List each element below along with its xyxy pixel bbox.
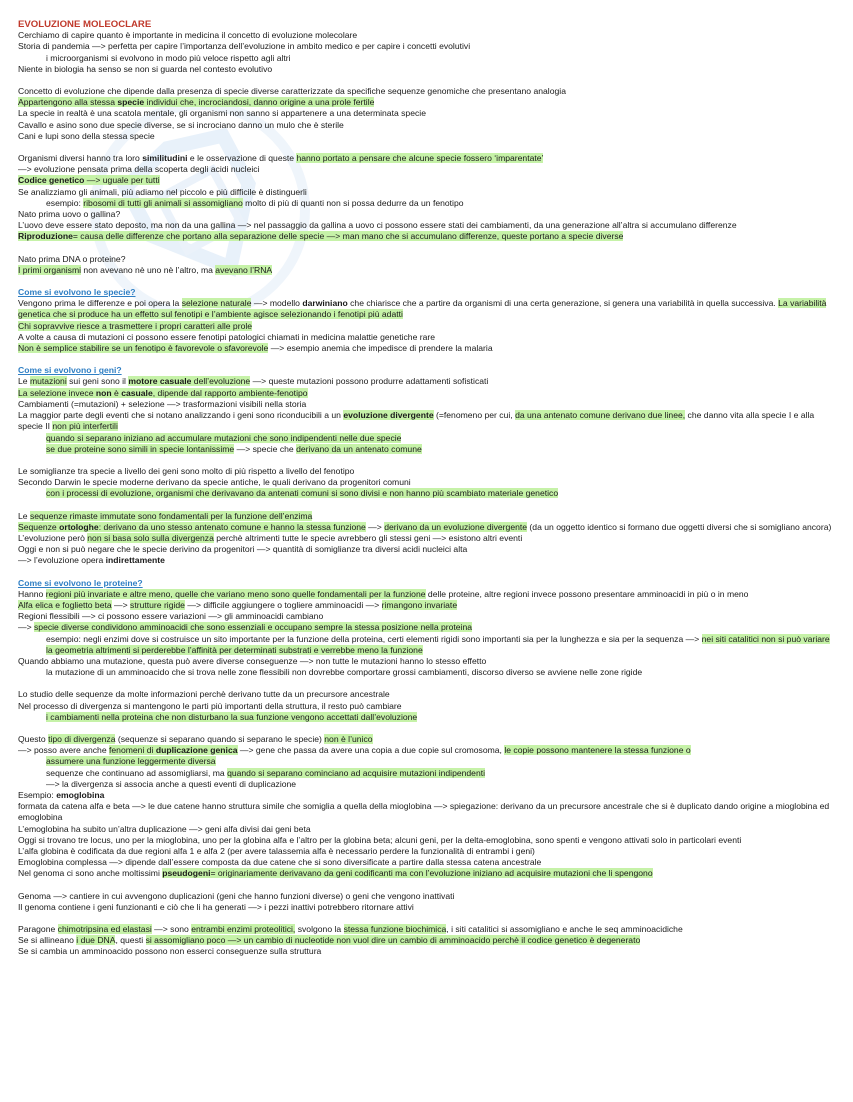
highlighted-text: mutazioni xyxy=(29,376,67,387)
highlighted-text: Non è semplice stabilire se un fenotipo è favorevole o sfavorevole xyxy=(18,343,269,354)
blank-line xyxy=(18,142,833,153)
highlighted-text: quando si separano iniziano ad accumulare mutazioni che sono indipendenti nelle due specie xyxy=(46,432,402,443)
text-line xyxy=(18,634,833,656)
text-line xyxy=(18,734,833,745)
text-run: Questo xyxy=(18,733,49,744)
text-line xyxy=(18,589,833,600)
text-run: Esempio: xyxy=(18,789,57,800)
text-line xyxy=(18,935,833,946)
highlighted-text: quando si separano cominciano ad acquisire mutazioni indipendenti xyxy=(227,767,486,778)
text-run: delle proteine, altre regioni invece possono presentare amminoacidi in più o in meno xyxy=(425,588,749,599)
text-run: Niente in biologia ha senso se non si guarda nel contesto evolutivo xyxy=(18,63,273,74)
text-line xyxy=(18,712,833,723)
highlighted-text: duplicazione genica xyxy=(155,745,238,756)
highlighted-text: Codice genetico xyxy=(18,175,85,186)
text-line xyxy=(18,444,833,455)
highlighted-text: Riproduzione xyxy=(18,231,73,242)
text-line xyxy=(18,835,833,846)
text-line xyxy=(18,231,833,242)
highlighted-text: I primi organismi xyxy=(18,264,82,275)
text-line xyxy=(18,332,833,343)
highlighted-text: i cambiamenti nella proteina che non disturbano la sua funzione vengono accettati dall’evoluzione xyxy=(46,711,418,722)
text-run: L’emoglobina ha subito un’altra duplicazione —> geni alfa divisi dai geni beta xyxy=(18,823,311,834)
text-run: Se si allineano xyxy=(18,935,77,946)
text-line xyxy=(18,779,833,790)
highlighted-text: ribosomi di tutti gli animali si assomigliano xyxy=(83,197,243,208)
text-run: sui geni sono il xyxy=(66,376,129,387)
text-run: Secondo Darwin le specie moderne derivano da specie antiche, le quali derivano da progenitori comuni xyxy=(18,477,411,488)
highlighted-text: tipo di divergenza xyxy=(48,733,116,744)
text-run: Organismi diversi hanno tra loro xyxy=(18,153,143,164)
section-heading xyxy=(18,287,833,298)
highlighted-text: da una antenato comune derivano due linee, xyxy=(515,410,686,421)
text-run: Storia di pandemia —> perfetta per capire l’importanza dell’evoluzione in ambito medico e per capire i concetti evolutivi xyxy=(18,41,471,52)
text-line xyxy=(18,175,833,186)
highlighted-text: le copie possono mantenere la stessa funzione o xyxy=(504,745,691,756)
highlighted-text: , dipende dal rapporto ambiente-fenotipo xyxy=(152,387,308,398)
text-line xyxy=(18,265,833,276)
text-run: Nato prima uovo o gallina? xyxy=(18,209,121,220)
text-run: formata da catena alfa e beta —> le due catene hanno struttura simile che somiglia a quella della mioglobina —> spiegazione: derivano da un precursore ancestrale che si è duplicato dando origine a mioglobina ed emoglobina xyxy=(18,801,830,823)
text-line xyxy=(18,376,833,387)
highlighted-text: fenomeni di xyxy=(109,745,156,756)
text-line xyxy=(18,97,833,108)
document-body xyxy=(18,19,833,958)
text-line xyxy=(18,86,833,97)
text-line xyxy=(18,544,833,555)
text-run: —> gene che passa da avere una copia a due copie sul cromosoma, xyxy=(237,745,505,756)
text-line xyxy=(18,689,833,700)
text-line xyxy=(18,756,833,767)
highlighted-text: nei siti catalitici non si può variare la geometria altrimenti si perderebbe l’affinità per determinati substrati e verrebbe meno la funzione xyxy=(46,633,830,655)
text-run: Emoglobina complessa —> dipende dall’essere composta da due catene che si sono diversificate a partire dalla stessa catena ancestrale xyxy=(18,857,542,868)
highlighted-text: si assomigliano poco —> un cambio di nucleotide non vuol dire un cambio di amminoacido perchè il codice genetico è degenerato xyxy=(145,935,641,946)
text-run: Lo studio delle sequenze da molte informazioni perchè derivano tutte da un precursore ancestrale xyxy=(18,689,390,700)
highlighted-text: non è l’unico xyxy=(324,733,373,744)
text-line xyxy=(18,511,833,522)
highlighted-text: casuale xyxy=(121,387,153,398)
highlighted-text: chimotripsina ed elastasi xyxy=(57,924,152,935)
highlighted-text: specie diverse condividono amminoacidi che sono essenziali e occupano sempre la stessa posizione nella proteina xyxy=(34,622,473,633)
text-line xyxy=(18,891,833,902)
text-run: —> posso avere anche xyxy=(18,745,110,756)
text-line xyxy=(18,153,833,164)
blank-line xyxy=(18,723,833,734)
text-run: molto di più di quanti non si possa dedurre da un fenotipo xyxy=(242,197,464,208)
highlighted-text: Appartengono alla stessa xyxy=(18,97,118,108)
section-heading xyxy=(18,365,833,376)
text-line xyxy=(18,198,833,209)
text-run: Hanno xyxy=(18,588,46,599)
text-run: —> l’evoluzione opera xyxy=(18,555,106,566)
text-run: —> xyxy=(18,622,34,633)
text-line xyxy=(18,30,833,41)
text-run: Quando abbiamo una mutazione, questa può avere diverse conseguenze —> non tutte le mutazioni hanno lo stesso effetto xyxy=(18,655,487,666)
text-line xyxy=(18,466,833,477)
text-line xyxy=(18,857,833,868)
highlighted-text: evoluzione divergente xyxy=(343,410,434,421)
highlighted-text: stessa funzione biochimica xyxy=(343,924,447,935)
highlighted-text: i due DNA xyxy=(76,935,116,946)
highlighted-text: Chi sopravvive riesce a trasmettere i propri caratteri alle prole xyxy=(18,320,253,331)
highlighted-text: = causa delle differenze che portano alla separazione delle specie —> man mano che si accumulano differenze, queste portano a specie diverse xyxy=(72,231,624,242)
highlighted-text: con i processi di evoluzione, organismi che derivavano da antenati comuni si sono divisi e non hanno più scambiato materiale genetico xyxy=(46,488,559,499)
text-run: esempio: xyxy=(46,197,84,208)
text-run: —> specie che xyxy=(234,443,297,454)
text-line xyxy=(18,298,833,320)
highlighted-text: = originariamente derivavano da geni codificanti ma con l’evoluzione iniziano ad acquisire mutazioni che li spengono xyxy=(210,868,653,879)
highlighted-text: selezione naturale xyxy=(181,298,252,309)
text-run: Vengono prima le differenze e poi opera la xyxy=(18,298,182,309)
highlighted-text: motore casuale xyxy=(128,376,192,387)
highlighted-text: —> uguale per tutti xyxy=(84,175,160,186)
text-line xyxy=(18,343,833,354)
text-line xyxy=(18,600,833,611)
text-run: La maggior parte degli eventi che si notano analizzando i geni sono riconducibili a un xyxy=(18,410,344,421)
text-run: Le somiglianze tra specie a livello dei geni sono molto di più rispetto a livello del fenotipo xyxy=(18,465,355,476)
text-line xyxy=(18,824,833,835)
text-run: Regioni flessibili —> ci possono essere variazioni —> gli amminoacidi cambiano xyxy=(18,611,324,622)
text-line xyxy=(18,622,833,633)
text-line xyxy=(18,902,833,913)
text-line xyxy=(18,533,833,544)
text-run: —> difficile aggiungere o togliere amminoacidi —> xyxy=(184,599,382,610)
highlighted-text: La selezione invece xyxy=(18,387,96,398)
text-run: i microorganismi si evolvono in modo più veloce rispetto agli altri xyxy=(46,52,291,63)
text-run: Il genoma contiene i geni funzionanti e ciò che li ha generati —> i pezzi inattivi potrebbero ritornare attivi xyxy=(18,901,414,912)
blank-line xyxy=(18,75,833,86)
highlighted-text: derivano da un antenato comune xyxy=(296,443,422,454)
highlighted-text: hanno portato a pensare che alcune specie fossero ‘imparentate’ xyxy=(296,153,544,164)
text-run: —> queste mutazioni possono produrre adattamenti sofisticati xyxy=(250,376,489,387)
text-line xyxy=(18,745,833,756)
text-run: Cambiamenti (=mutazioni) + selezione —> trasformazioni visibili nella storia xyxy=(18,398,307,409)
text-line xyxy=(18,611,833,622)
text-line xyxy=(18,801,833,823)
highlighted-text: Sequenze xyxy=(18,521,60,532)
text-run: La specie in realtà è una scatola mentale, gli organismi non sanno si appartenere a una determinata specie xyxy=(18,108,426,119)
highlighted-text: non più interfertili xyxy=(52,421,118,432)
text-run: non avevano nè uno nè l’altro, ma xyxy=(81,264,216,275)
blank-line xyxy=(18,243,833,254)
text-run: Come si evolvono le proteine? xyxy=(18,577,143,588)
text-run: —> xyxy=(111,599,131,610)
highlighted-text: individui che, incrociandosi, danno origine a una prole fertile xyxy=(144,97,375,108)
text-line xyxy=(18,433,833,444)
text-run: L’evoluzione però xyxy=(18,532,88,543)
text-run: che chiarisce che a partire da organismi di una certa generazione, si genera una variabilità in quella successiva. xyxy=(347,298,779,309)
highlighted-text: La variabilità genetica che si produce ha un effetto sul fenotipi e l’ambiente agisce selezionando i fenotipi più adatti xyxy=(18,298,827,320)
text-line xyxy=(18,399,833,410)
text-run: EVOLUZIONE MOLEOCLARE xyxy=(18,19,152,30)
text-line xyxy=(18,946,833,957)
highlighted-text: assumere una funzione leggermente diversa xyxy=(46,756,216,767)
text-run: similitudini xyxy=(142,153,188,164)
text-line xyxy=(18,388,833,399)
text-run: Cani e lupi sono della stessa specie xyxy=(18,130,155,141)
text-run: Genoma —> cantiere in cui avvengono duplicazioni (geni che hanno funzioni diverse) o geni che vengono inattivati xyxy=(18,890,455,901)
blank-line xyxy=(18,913,833,924)
text-run: emoglobina xyxy=(56,789,105,800)
text-line xyxy=(18,410,833,432)
text-line xyxy=(18,108,833,119)
text-run: la mutazione di un amminoacido che si trova nelle zone flessibili non dovrebbe comportare grossi cambiamenti, discorso diverso se avviene nelle zone rigide xyxy=(46,667,643,678)
text-run: Paragone xyxy=(18,924,58,935)
text-run: —> evoluzione pensata prima della scoperta degli acidi nucleici xyxy=(18,164,260,175)
text-line xyxy=(18,187,833,198)
text-run: Cavallo e asino sono due specie diverse, se si incrociano danno un mulo che è sterile xyxy=(18,119,344,130)
text-run: —> xyxy=(365,521,385,532)
highlighted-text: è xyxy=(111,387,122,398)
text-line xyxy=(18,164,833,175)
text-line xyxy=(18,209,833,220)
highlighted-text: dell’evoluzione xyxy=(191,376,251,387)
text-run: Nel processo di divergenza si mantengono le parti più importanti della struttura, il resto può cambiare xyxy=(18,700,402,711)
document-title xyxy=(18,19,833,30)
text-line xyxy=(18,254,833,265)
blank-line xyxy=(18,567,833,578)
text-run: Come si evolvono le specie? xyxy=(18,287,136,298)
text-run: (=fenomeno per cui, xyxy=(433,410,516,421)
text-run: Le xyxy=(18,510,30,521)
text-line xyxy=(18,477,833,488)
text-run: sequenze che continuano ad assomigliarsi, ma xyxy=(46,767,228,778)
section-heading xyxy=(18,578,833,589)
text-run: L’uovo deve essere stato deposto, ma non da una gallina —> nel passaggio da gallina a uovo ci possono essere stati dei cambiamenti, da una generazione all’altra si accumulano differenze xyxy=(18,220,737,231)
highlighted-text: regioni più invariate e altre meno, quelle che variano meno sono quelle fondamentali per la funzione xyxy=(45,588,426,599)
text-run: Se si cambia un amminoacido possono non esserci conseguenze sulla struttura xyxy=(18,946,322,957)
highlighted-text: non si basa solo sulla divergenza xyxy=(87,532,214,543)
text-run: (sequenze si separano quando si separano le specie) xyxy=(115,733,325,744)
text-run: Se analizziamo gli animali, più adiamo nel piccolo e più difficile è distinguerli xyxy=(18,186,307,197)
highlighted-text: specie xyxy=(117,97,145,108)
highlighted-text: non xyxy=(95,387,112,398)
text-line xyxy=(18,555,833,566)
text-run: esempio: negli enzimi dove si costruisce un sito importante per la funzione della proteina, certi elementi rigidi sono importanti sia per la lunghezza e sia per la sequenza —> xyxy=(46,633,702,644)
text-line xyxy=(18,790,833,801)
text-run: A volte a causa di mutazioni ci possono essere fenotipi patologici chiamati in medicina malattie genetiche rare xyxy=(18,331,436,342)
text-line xyxy=(18,656,833,667)
text-line xyxy=(18,53,833,64)
text-line xyxy=(18,522,833,533)
blank-line xyxy=(18,354,833,365)
blank-line xyxy=(18,880,833,891)
text-run: —> modello xyxy=(251,298,303,309)
text-line xyxy=(18,321,833,332)
text-run: L’alfa globina è codificata da due regioni alfa 1 e alfa 2 (per avere talassemia alfa è necessario perdere la funzionalità di entrambi i geni) xyxy=(18,846,535,856)
text-line xyxy=(18,667,833,678)
text-run: —> la divergenza si associa anche a questi eventi di duplicazione xyxy=(46,778,297,789)
text-run: Come si evolvono i geni? xyxy=(18,365,122,376)
text-run: darwiniano xyxy=(302,298,348,309)
text-run: Nato prima DNA o proteine? xyxy=(18,253,126,264)
text-run: —> esempio anemia che impedisce di prendere la malaria xyxy=(268,343,493,354)
text-run: Nel genoma ci sono anche moltissimi xyxy=(18,868,163,879)
highlighted-text: ortologhe xyxy=(59,521,99,532)
highlighted-text: avevano l’RNA xyxy=(215,264,273,275)
text-line xyxy=(18,41,833,52)
text-run: e le osservazione di queste xyxy=(187,153,297,164)
text-run: —> sono xyxy=(151,924,192,935)
text-run: Concetto di evoluzione che dipende dalla presenza di specie diverse caratterizzate da specifiche sequenze genomiche che presentano analogia xyxy=(18,86,566,97)
text-run: perchè altrimenti tutte le specie avrebbero gli stessi geni —> esistono altri eventi xyxy=(213,532,523,543)
highlighted-text: se due proteine sono simili in specie lontanissime xyxy=(46,443,235,454)
text-run: Cerchiamo di capire quanto è importante in medicina il concetto di evoluzione molecolare xyxy=(18,30,358,41)
text-line xyxy=(18,120,833,131)
highlighted-text: entrambi enzimi proteolitici, xyxy=(191,924,296,935)
text-line xyxy=(18,220,833,231)
blank-line xyxy=(18,276,833,287)
text-line xyxy=(18,768,833,779)
text-run: Le xyxy=(18,376,30,387)
blank-line xyxy=(18,500,833,511)
highlighted-text: : derivano da uno stesso antenato comune e hanno la stessa funzione xyxy=(98,521,366,532)
text-line xyxy=(18,868,833,879)
text-run: indirettamente xyxy=(105,555,165,566)
highlighted-text: strutture rigide xyxy=(130,599,185,610)
highlighted-text: pseudogeni xyxy=(162,868,211,879)
text-line xyxy=(18,701,833,712)
text-run: che danno vita alla specie I e alla specie II xyxy=(18,410,815,432)
text-line xyxy=(18,488,833,499)
blank-line xyxy=(18,455,833,466)
text-line xyxy=(18,131,833,142)
text-run: , questi xyxy=(115,935,146,946)
highlighted-text: derivano da un evoluzione divergente xyxy=(384,521,528,532)
text-run: svolgono la xyxy=(295,924,344,935)
highlighted-text: rimangono invariate xyxy=(381,599,458,610)
highlighted-text: sequenze rimaste immutate sono fondamentali per la funzione dell’enzima xyxy=(29,510,313,521)
text-line xyxy=(18,64,833,75)
text-line xyxy=(18,924,833,935)
text-run: , i siti catalitici si assomigliano e anche le seq amminoacidiche xyxy=(446,924,683,935)
text-run: Oggi e non si può negare che le specie derivino da progenitori —> quantità di somiglianze tra diversi acidi nucleici alta xyxy=(18,544,468,555)
text-line xyxy=(18,846,833,857)
text-run: Oggi si trovano tre locus, uno per la mioglobina, uno per la globina alfa e l’altro per la globina beta; alcuni geni, per la delta-emoglobina, sono spenti e vengono attivati solo in particolari eventi xyxy=(18,834,742,845)
highlighted-text: Alfa elica e foglietto beta xyxy=(18,599,112,610)
text-run: (da un oggetto identico si formano due oggetti diversi che si somigliano ancora) xyxy=(527,521,832,532)
blank-line xyxy=(18,678,833,689)
